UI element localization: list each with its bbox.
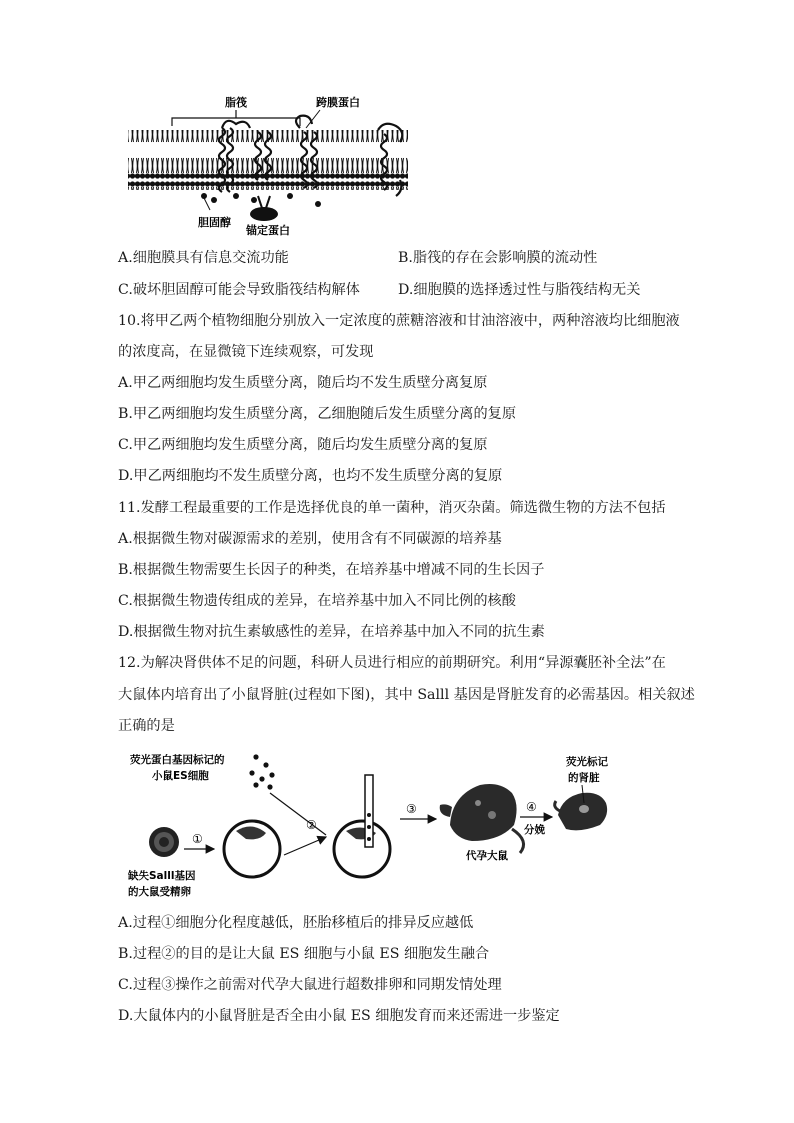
injected-blastocyst	[334, 775, 390, 877]
q12-option-c: C.过程③操作之前需对代孕大鼠进行超数排卵和同期发情处理	[118, 977, 502, 993]
label-surrogate: 代孕大鼠	[466, 850, 508, 862]
q11-option-b: B.根据微生物需要生长因子的种类，在培养基中增减不同的生长因子	[118, 562, 545, 578]
q12-option-d: D.大鼠体内的小鼠肾脏是否全由小鼠 ES 细胞发育而来还需进一步鉴定	[118, 1008, 560, 1024]
surrogate-rat-image	[440, 784, 524, 853]
q10-option-b: B.甲乙两细胞均发生质壁分离，乙细胞随后发生质壁分离的复原	[118, 406, 517, 422]
q11-option-c: C.根据微生物遗传组成的差异，在培养基中加入不同比例的核酸	[118, 593, 516, 609]
step-1: ①	[192, 832, 203, 846]
q12-option-b: B.过程②的目的是让大鼠 ES 细胞与小鼠 ES 细胞发生融合	[118, 946, 490, 962]
q11-option-a: A.根据微生物对碳源需求的差别，使用含有不同碳源的培养基	[118, 531, 502, 547]
pup-with-kidney-image	[555, 793, 607, 831]
q10-option-a: A.甲乙两细胞均发生质壁分离，随后均不发生质壁分离复原	[118, 375, 488, 391]
step-3: ③	[406, 802, 417, 816]
q12-stem-line1: 12.为解决肾供体不足的问题，科研人员进行相应的前期研究。利用“异源囊胚补全法”在	[118, 655, 666, 671]
label-transmembrane: 跨膜蛋白	[316, 96, 360, 109]
step-4: ④	[526, 800, 537, 814]
q9-option-a: A.细胞膜具有信息交流功能	[118, 250, 289, 266]
q12-stem-line2: 大鼠体内培育出了小鼠肾脏(过程如下图)，其中 Salll 基因是肾脏发育的必需基因。相关叙述	[118, 687, 695, 703]
q12-option-a: A.过程①细胞分化程度越低，胚胎移植后的排异反应越低	[118, 915, 474, 931]
label-kidney-line2: 的肾脏	[568, 772, 600, 784]
membrane-figure	[0, 0, 794, 240]
blastocyst	[224, 821, 280, 877]
complementation-figure	[0, 745, 794, 915]
es-cells	[249, 754, 274, 789]
label-birth: 分娩	[524, 824, 545, 836]
q10-stem-line2: 的浓度高，在显微镜下连续观察，可发现	[118, 344, 374, 360]
q9-option-d: D.细胞膜的选择透过性与脂筏结构无关	[398, 282, 641, 298]
label-raft: 脂筏	[225, 96, 247, 109]
q9-option-c: C.破坏胆固醇可能会导致脂筏结构解体	[118, 282, 360, 298]
label-anchor: 锚定蛋白	[246, 224, 290, 237]
label-egg-line2: 的大鼠受精卵	[128, 886, 191, 898]
step-2: ②	[306, 818, 317, 832]
rat-zygote	[149, 827, 179, 857]
anchor-protein	[250, 207, 278, 221]
q11-stem: 11.发酵工程最重要的工作是选择优良的单一菌种，消灭杂菌。筛选微生物的方法不包括	[118, 500, 666, 516]
label-es-line1: 荧光蛋白基因标记的	[130, 754, 225, 766]
q11-option-d: D.根据微生物对抗生素敏感性的差异，在培养基中加入不同的抗生素	[118, 624, 545, 640]
q12-stem-line3: 正确的是	[118, 718, 175, 734]
label-cholesterol: 胆固醇	[198, 216, 231, 229]
q10-option-d: D.甲乙两细胞均不发生质壁分离，也均不发生质壁分离的复原	[118, 468, 503, 484]
label-kidney-line1: 荧光标记	[566, 756, 608, 768]
q10-option-c: C.甲乙两细胞均发生质壁分离，随后均发生质壁分离的复原	[118, 437, 488, 453]
label-es-line2: 小鼠ES细胞	[152, 770, 209, 782]
q9-option-b: B.脂筏的存在会影响膜的流动性	[398, 250, 598, 266]
q10-stem-line1: 10.将甲乙两个植物细胞分别放入一定浓度的蔗糖溶液和甘油溶液中，两种溶液均比细胞液	[118, 313, 680, 329]
label-egg-line1: 缺失Salll基因	[128, 870, 196, 882]
